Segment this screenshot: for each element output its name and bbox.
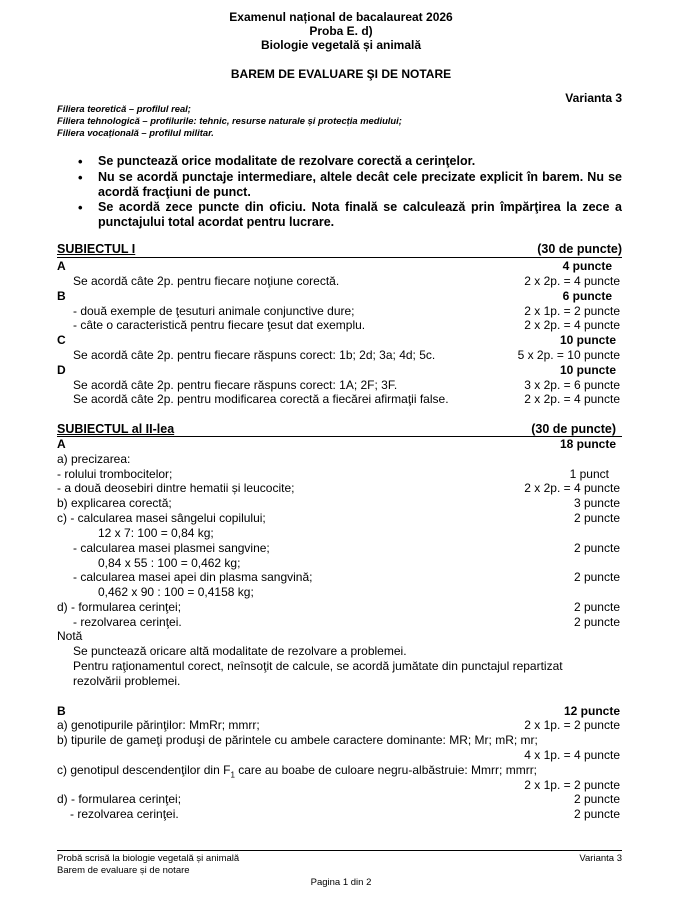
criterion-score: 2 x 2p. = 4 puncte: [524, 274, 620, 288]
criterion-score: 2 puncte: [573, 600, 620, 614]
criterion-text: - calcularea masei apei din plasma sangvină;: [73, 570, 313, 584]
section-title-2: SUBIECTUL al II-lea: [57, 422, 175, 436]
criterion-score: 2 x 2p. = 4 puncte: [524, 392, 620, 406]
criterion-score: 2 puncte: [573, 792, 620, 806]
criterion-score: 2 x 1p. = 2 puncte: [524, 304, 620, 318]
criterion-text: d) - formularea cerinţei;: [57, 792, 182, 806]
exam-title: Examenul național de bacalaureat 2026: [229, 10, 453, 24]
item-label: C: [57, 333, 66, 347]
criterion-text: c) genotipul descendenţilor din $F_1$ care au boabe de culoare negru-albăstruie: Mmrr; mmrr;: [57, 763, 538, 780]
criterion-text: - rezolvarea cerinţei.: [73, 615, 182, 629]
item-label: A: [57, 259, 66, 273]
item-label: D: [57, 363, 66, 377]
criterion-score: 3 puncte: [573, 496, 620, 510]
criterion-text: Se acordă câte 2p. pentru fiecare noţiune corectă.: [73, 274, 340, 288]
criterion-text: Se acordă câte 2p. pentru fiecare răspuns corect: 1A; 2F; 3F.: [73, 378, 398, 392]
instruction-bullet: • Se punctează orice modalitate de rezolvare corectă a cerinţelor.: [78, 154, 476, 169]
criterion-score: 2 puncte: [573, 541, 620, 555]
item-points: 12 puncte: [563, 704, 620, 718]
section-divider: [57, 257, 622, 258]
section-title-1: SUBIECTUL I: [57, 242, 136, 256]
item-label: B: [57, 289, 66, 303]
item-points: 4 puncte: [562, 259, 612, 273]
criterion-text: - rezolvarea cerinţei.: [70, 807, 179, 821]
item-label: A: [57, 437, 66, 451]
instruction-bullet: • Se acordă zece puncte din oficiu. Nota finală se calculează prin împărţirea la zece a punctajului total acordat pentru lucrare.: [78, 200, 622, 229]
criterion-score: 2 puncte: [573, 511, 620, 525]
criterion-text: Se acordă câte 2p. pentru modificarea corectă a fiecărei afirmaţii false.: [73, 392, 449, 406]
criterion-text: a) precizarea:: [57, 452, 131, 466]
item-label: B: [57, 704, 66, 718]
criterion-text: - două exemple de ţesuturi animale conjunctive dure;: [73, 304, 355, 318]
exam-proba: Proba E. d): [309, 24, 373, 38]
exam-subject: Biologie vegetală și animală: [260, 38, 422, 52]
footer-divider: [57, 850, 622, 851]
item-points: 10 puncte: [559, 363, 616, 377]
criterion-score: 2 puncte: [573, 615, 620, 629]
calculation: 0,462 x 90 : 100 = 0,4158 kg;: [98, 585, 254, 599]
criterion-text: c) - calcularea masei sângelui copilului;: [57, 511, 266, 525]
item-points: 18 puncte: [559, 437, 616, 451]
criterion-score: 2 x 1p. = 2 puncte: [524, 718, 620, 732]
section-total-1: (30 de puncte): [537, 242, 622, 256]
variant-label: Varianta 3: [565, 91, 622, 105]
calculation: 0,84 x 55 : 100 = 0,462 kg;: [98, 556, 241, 570]
note-text: Se punctează oricare altă modalitate de rezolvare a problemei.: [73, 644, 407, 658]
item-points: 6 puncte: [562, 289, 612, 303]
criterion-score: 5 x 2p. = 10 puncte: [517, 348, 620, 362]
criterion-score: 3 x 2p. = 6 puncte: [524, 378, 620, 392]
filiera-teoretica: Filiera teoretică – profilul real;: [57, 103, 191, 114]
criterion-score: 2 x 1p. = 2 puncte: [524, 778, 620, 792]
item-points: 10 puncte: [559, 333, 616, 347]
note-text: Pentru raţionamentul corect, neînsoţit de calcule, se acordă jumătate din punctajul repartizat: [73, 659, 563, 673]
criterion-score: 2 x 2p. = 4 puncte: [524, 318, 620, 332]
page-number: Pagina 1 din 2: [310, 877, 372, 888]
criterion-text: b) explicarea corectă;: [57, 496, 172, 510]
section-divider: [57, 436, 622, 437]
filiera-tehnologica: Filiera tehnologică – profilurile: tehnic, resurse naturale și protecția mediului;: [57, 115, 402, 126]
note-heading: Notă: [57, 629, 83, 643]
criterion-score: 4 x 1p. = 4 puncte: [524, 748, 620, 762]
criterion-text: a) genotipurile părinţilor: MmRr; mmrr;: [57, 718, 260, 732]
criterion-score: 2 puncte: [573, 807, 620, 821]
page-title: BAREM DE EVALUARE ŞI DE NOTARE: [230, 67, 452, 81]
note-text: rezolvării problemei.: [73, 674, 181, 688]
criterion-text: d) - formularea cerinţei;: [57, 600, 182, 614]
criterion-score: 1 punct: [569, 467, 609, 481]
criterion-text: - rolului trombocitelor;: [57, 467, 173, 481]
criterion-text: - a două deosebiri dintre hematii și leucocite;: [57, 481, 295, 495]
criterion-text: b) tipurile de gameţi produşi de părintele cu ambele caractere dominante: MR; Mr; mR; mr;: [57, 733, 538, 747]
criterion-score: 2 x 2p. = 4 puncte: [524, 481, 620, 495]
criterion-text: - câte o caracteristică pentru fiecare ţesut dat exemplu.: [73, 318, 366, 332]
criterion-text: - calcularea masei plasmei sangvine;: [73, 541, 270, 555]
section-total-2: (30 de puncte): [531, 422, 616, 436]
footer-variant: Varianta 3: [579, 853, 622, 864]
footer-left-1: Probă scrisă la biologie vegetală și animală: [57, 853, 240, 864]
instruction-bullet: • Nu se acordă punctaje intermediare, altele decât cele precizate explicit în barem. Nu se acordă fracţiuni de punct.: [78, 170, 622, 199]
filiera-vocationala: Filiera vocațională – profilul militar.: [57, 127, 214, 138]
footer-left-2: Barem de evaluare și de notare: [57, 865, 190, 876]
criterion-score: 2 puncte: [573, 570, 620, 584]
criterion-text: Se acordă câte 2p. pentru fiecare răspuns corect: 1b; 2d; 3a; 4d; 5c.: [73, 348, 436, 362]
calculation: 12 x 7: 100 = 0,84 kg;: [98, 526, 214, 540]
